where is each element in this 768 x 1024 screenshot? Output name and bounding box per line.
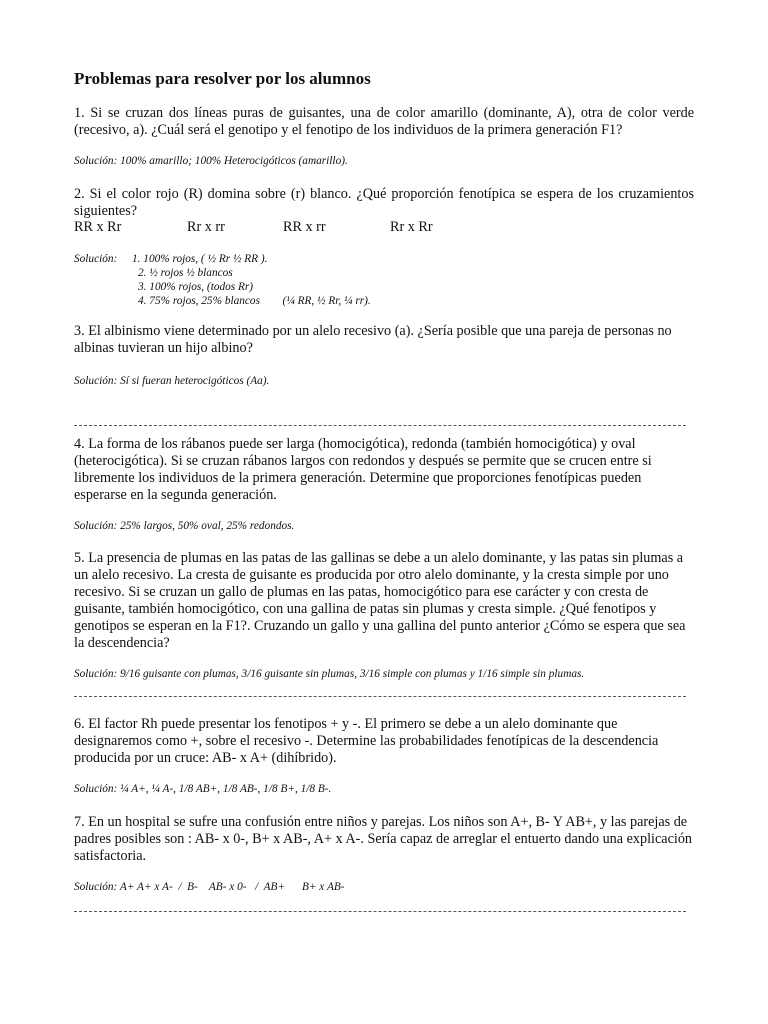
separator-1 bbox=[74, 425, 686, 426]
problem-4-text: 4. La forma de los rábanos puede ser larga (homocigótica), redonda (también homocigótica) y oval (heterocigótica). Si se cruzan rábanos largos con redondos y después se permite que se crucen entre si libremente los individuos de la primera generación. Determine que proporciones fenotípicas pueden esperarse en la segunda generación. bbox=[74, 436, 652, 503]
problem-2-solution-1: 1. 100% rojos, ( ½ Rr ½ RR ). bbox=[132, 253, 268, 265]
problem-1-solution: Solución: 100% amarillo; 100% Heterocigóticos (amarillo). bbox=[74, 155, 348, 167]
problem-1-text: 1. Si se cruzan dos líneas puras de guisantes, una de color amarillo (dominante, A), otra de color verde (recesivo, a). ¿Cuál será el genotipo y el fenotipo de los individuos de la primera generación F1? bbox=[74, 105, 694, 138]
problem-6-solution: Solución: ¼ A+, ¼ A-, 1/8 AB+, 1/8 AB-, 1/8 B+, 1/8 B-. bbox=[74, 783, 332, 795]
problem-2-text: 2. Si el color rojo (R) domina sobre (r) blanco. ¿Qué proporción fenotípica se espera de los cruzamientos siguientes? bbox=[74, 186, 694, 219]
cross-2: Rr x rr bbox=[187, 219, 225, 235]
cross-3: RR x rr bbox=[283, 219, 326, 235]
separator-3 bbox=[74, 911, 686, 912]
problem-5-text: 5. La presencia de plumas en las patas de las gallinas se debe a un alelo dominante, y las patas sin plumas a un alelo recesivo. La cresta de guisante es producida por otro alelo dominante, y la cresta simple por uno recesivo. Si se cruzan un gallo de plumas en las patas, homocigótico para ese carácter y con cresta de guisante, también homocigótico, con una gallina de patas sin plumas y cresta simple. ¿Qué fenotipos y genotipos se esperan en la F1?. Cruzando un gallo y una gallina del punto anterior ¿Cómo se espera que sea la descendencia? bbox=[74, 550, 686, 651]
document-title: Problemas para resolver por los alumnos bbox=[74, 69, 371, 88]
problem-3-text: 3. El albinismo viene determinado por un alelo recesivo (a). ¿Sería posible que una pareja de personas no albinas tuvieran un hijo albino? bbox=[74, 323, 672, 356]
problem-2-solution-2: 2. ½ rojos ½ blancos bbox=[138, 267, 233, 279]
problem-7-text: 7. En un hospital se sufre una confusión entre niños y parejas. Los niños son A+, B- Y AB+, y las parejas de padres posibles son : AB- x 0-, B+ x AB-, A+ x A-. Sería capaz de arreglar el entuerto dando una explicación satisfactoria. bbox=[74, 814, 693, 864]
problem-4-solution: Solución: 25% largos, 50% oval, 25% redondos. bbox=[74, 520, 295, 532]
problem-2-solution-lead: Solución: bbox=[74, 253, 118, 265]
problem-3-solution: Solución: Sí si fueran heterocigóticos (Aa). bbox=[74, 375, 270, 387]
separator-2 bbox=[74, 696, 686, 697]
cross-4: Rr x Rr bbox=[390, 219, 433, 235]
problem-6-text: 6. El factor Rh puede presentar los fenotipos + y -. El primero se debe a un alelo dominante que designaremos como +, sobre el recesivo -. Determine las probabilidades fenotípicas de la descendencia producida por un cruce: AB- x A+ (dihíbrido). bbox=[74, 716, 659, 766]
problem-2-solution-4: 4. 75% rojos, 25% blancos (¼ RR, ½ Rr, ¼ rr). bbox=[138, 295, 371, 307]
cross-1: RR x Rr bbox=[74, 219, 122, 235]
problem-7-solution: Solución: A+ A+ x A- / B- AB- x 0- / AB+ B+ x AB- bbox=[74, 881, 345, 893]
problem-5-solution: Solución: 9/16 guisante con plumas, 3/16 guisante sin plumas, 3/16 simple con plumas y 1/16 simple sin plumas. bbox=[74, 668, 585, 680]
problem-2-solution-3: 3. 100% rojos, (todos Rr) bbox=[138, 281, 254, 293]
